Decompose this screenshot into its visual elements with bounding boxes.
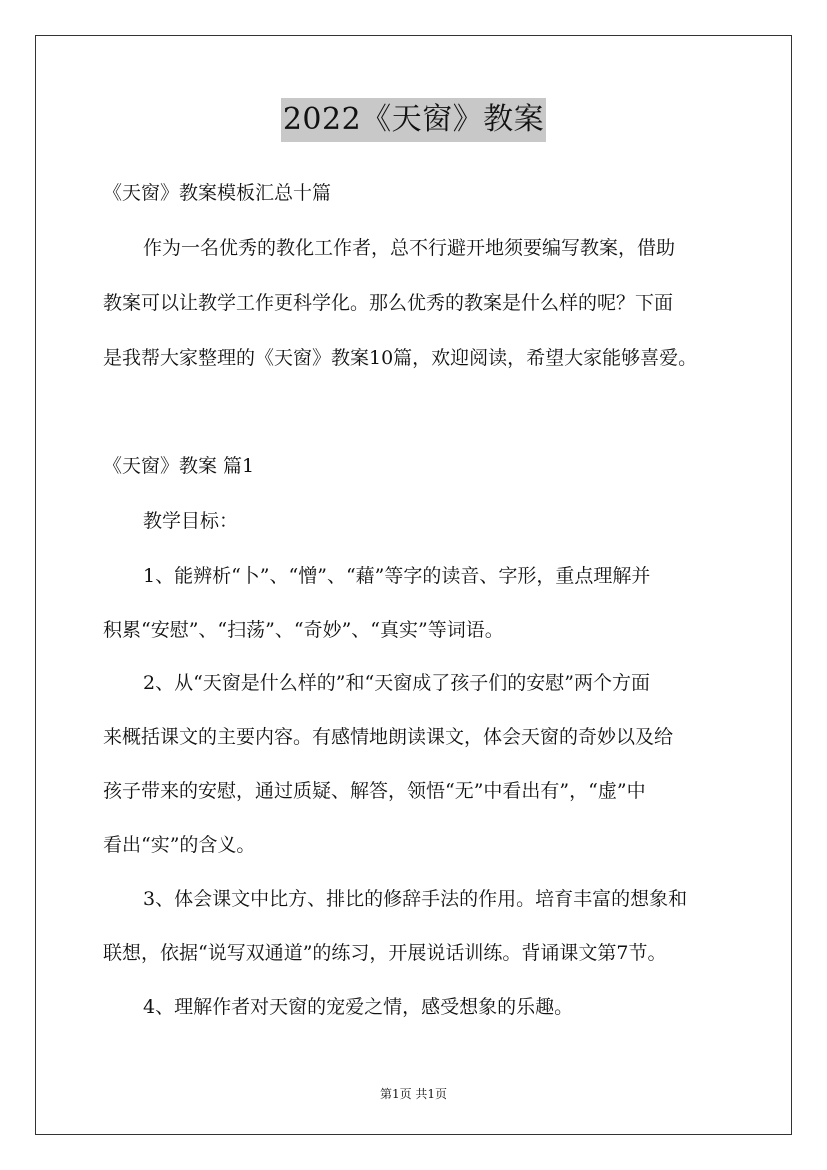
intro-line: 教案可以让教学工作更科学化。那么优秀的教案是什么样的呢？下面: [103, 292, 674, 314]
goal-line: 2、从“天窗是什么样的”和“天窗成了孩子们的安慰”两个方面: [143, 672, 650, 694]
goal-line: 3、体会课文中比方、排比的修辞手法的作用。培育丰富的想象和: [143, 888, 688, 910]
goal-line: 来概括课文的主要内容。有感情地朗读课文，体会天窗的奇妙以及给: [103, 726, 674, 748]
goal-line: 联想，依据“说写双通道”的练习，开展说话训练。背诵课文第7节。: [103, 942, 667, 964]
title-container: [0, 98, 827, 142]
goal-line: 孩子带来的安慰，通过质疑、解答，领悟“无”中看出有”，“虚”中: [103, 780, 646, 802]
goal-label: 教学目标：: [143, 510, 239, 532]
goal-line: 4、理解作者对天窗的宠爱之情，感受想象的乐趣。: [143, 996, 574, 1018]
goal-line: 看出“实”的含义。: [103, 834, 256, 856]
page-footer: 第1页 共1页: [379, 1087, 448, 1101]
document-title: 2022《天窗》教案: [281, 98, 546, 142]
intro-line: 是我帮大家整理的《天窗》教案10篇，欢迎阅读，希望大家能够喜爱。: [103, 347, 698, 369]
goal-line: 1、能辨析“卜”、“憎”、“藉”等字的读音、字形，重点理解并: [143, 565, 651, 587]
intro-line: 作为一名优秀的教化工作者，总不行避开地须要编写教案，借助: [143, 237, 676, 259]
section-heading: 《天窗》教案 篇1: [103, 455, 255, 477]
goal-line: 积累“安慰”、“扫荡”、“奇妙”、“真实”等词语。: [103, 619, 504, 641]
document-subtitle: 《天窗》教案模板汇总十篇: [103, 182, 332, 204]
